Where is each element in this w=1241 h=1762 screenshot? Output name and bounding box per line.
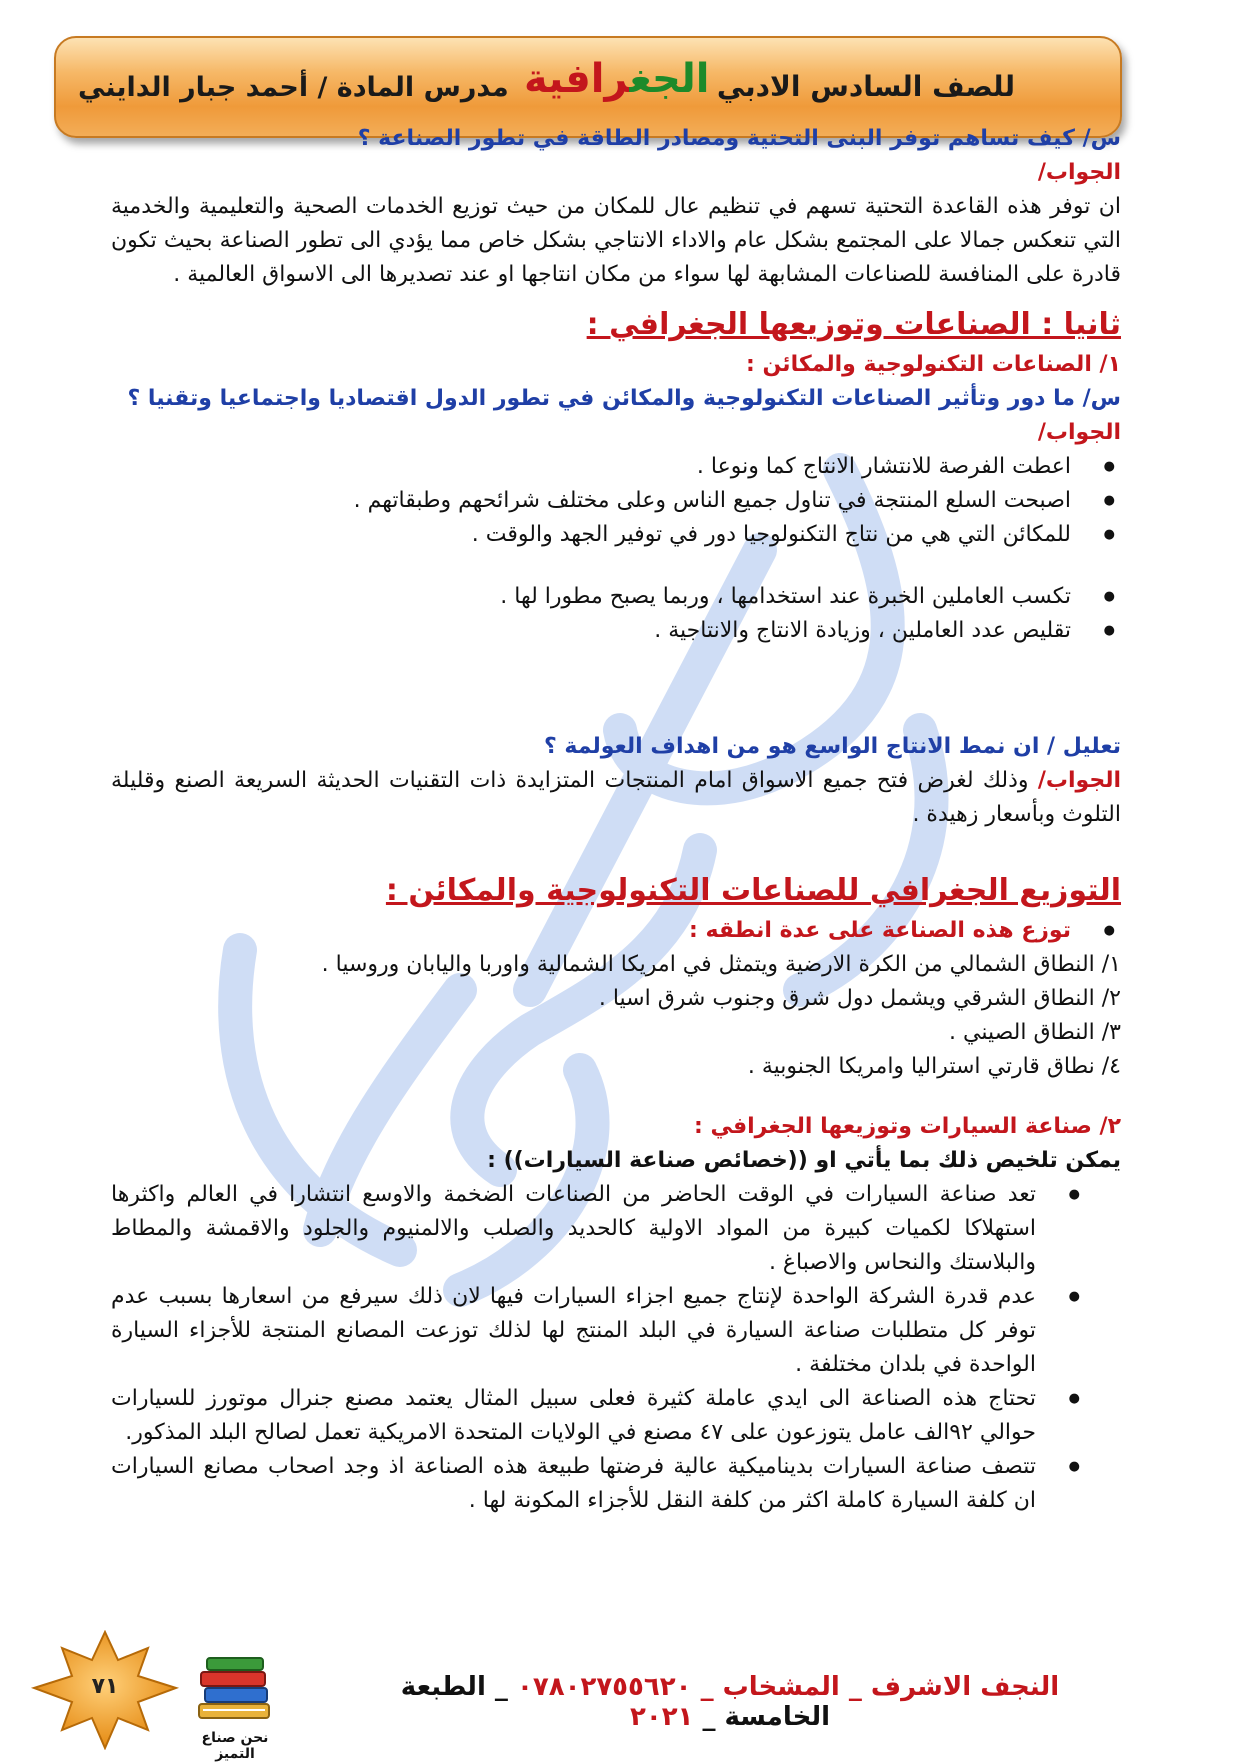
footer-line	[360, 1672, 1100, 1732]
answer-bullet-list	[111, 580, 1121, 648]
footer-year: ٢٠٢١	[629, 1702, 694, 1732]
section-subtitle: ١/ الصناعات التكنولوجية والمكائن :	[746, 352, 1121, 377]
logo-caption: نحن صناع التميز	[201, 1730, 269, 1762]
footer-city: النجف الاشرف _ المشخاب _	[691, 1672, 1060, 1702]
list-item: ● تقليص عدد العاملين ، وزيادة الانتاج والانتاجية .	[111, 614, 1081, 648]
question-text: س/ كيف تساهم توفر البنى التحتية ومصادر الطاقة في تطور الصناعة ؟	[357, 126, 1121, 151]
books-icon	[185, 1650, 285, 1730]
answer-text: وذلك لغرض فتح جميع الاسواق امام المنتجات المتزايدة ذات التقنيات الحديثة السريعة الصنع وقليلة التلوث وبأسعار زهيدة .	[111, 768, 1121, 827]
answer-paragraph	[111, 764, 1121, 832]
zone-list	[111, 948, 1121, 1084]
list-item: ٣/ النطاق الصيني .	[949, 1020, 1121, 1045]
subject-title-part1: الجغ	[629, 56, 710, 102]
answer-bullet-list	[111, 450, 1121, 552]
list-item: ● اصبحت السلع المنتجة في تناول جميع الناس وعلى مختلف شرائحهم وطبقاتهم .	[111, 484, 1081, 518]
footer-edition: _ الطبعة الخامسة _	[400, 1672, 831, 1732]
list-item: ● تتصف صناعة السيارات بديناميكية عالية فرضتها طبيعة هذه الصناعة اذ وجد اصحاب مصانع السيارات ان كلفة السيارة كاملة اكثر من كلفة النقل للأجزاء المكونة لها .	[111, 1450, 1046, 1518]
question-text: تعليل / ان نمط الانتاج الواسع هو من اهداف العولمة ؟	[543, 734, 1121, 759]
answer-label: الجواب/	[1037, 768, 1121, 793]
distribution-section	[111, 868, 1121, 1084]
page-number-badge	[30, 1630, 180, 1750]
footer-phone: ٠٧٨٠٢٧٥٥٦٢٠	[516, 1672, 692, 1702]
list-item: ١/ النطاق الشمالي من الكرة الارضية ويتمثل في امريكا الشمالية واوربا واليابان وروسيا .	[321, 952, 1121, 977]
section-title: ثانيا : الصناعات وتوزيعها الجغرافي :	[586, 307, 1121, 342]
list-item: ٢/ النطاق الشرقي ويشمل دول شرق وجنوب شرق اسيا .	[598, 986, 1121, 1011]
reason-block	[111, 730, 1121, 832]
answer-text: ان توفر هذه القاعدة التحتية تسهم في تنظيم عال للمكان من حيث توزيع الخدمات الصحية والتعليمية والخدمية التي تنعكس جمالا على المجتمع بشكل عام والاداء الانتاجي بشكل خاص مما يؤدي الى تطور الصناعة بحيث تكون قادرة على المنافسة للصناعات المشابهة لها سواء من مكان انتاجها او عند تصديرها الى الاسواق العالمية .	[111, 194, 1121, 287]
list-item: ● تكسب العاملين الخبرة عند استخدامها ، وربما يصبح مطورا لها .	[111, 580, 1081, 614]
distribution-bullet	[111, 914, 1121, 948]
list-item: ● توزع هذه الصناعة على عدة انطقه :	[111, 914, 1081, 948]
list-item: ● تحتاج هذه الصناعة الى ايدي عاملة كثيرة فعلى سبيل المثال يعتمد مصنع جنرال موتورز للسيارات حوالي ٩٢الف عامل يتوزعون على ٤٧ مصنع في الولايات المتحدة الامريكية تعمل لصالح البلد المذكور.	[111, 1382, 1046, 1450]
section-2	[111, 302, 1121, 648]
section-subtitle: ٢/ صناعة السيارات وتوزيعها الجغرافي :	[693, 1114, 1121, 1139]
subject-title	[524, 56, 710, 102]
books-logo	[185, 1650, 285, 1762]
class-label: للصف السادس الادبي	[716, 70, 1015, 103]
list-item: ● تعد صناعة السيارات في الوقت الحاضر من الصناعات الضخمة والاوسع انتشارا في العالم واكثرها استهلاكا لكميات كبيرة من المواد الاولية كالحديد والصلب والالمنيوم والجلود والاقمشة والمطاط والبلاستك والنحاس والاصباغ .	[111, 1178, 1046, 1280]
question-block-1	[111, 122, 1121, 292]
cars-bullet-list	[111, 1178, 1121, 1518]
page-number: ٧١	[91, 1674, 119, 1699]
list-item: ● للمكائن التي هي من نتاج التكنولوجيا دور في توفير الجهد والوقت .	[111, 518, 1081, 552]
question-text: س/ ما دور وتأثير الصناعات التكنولوجية والمكائن في تطور الدول اقتصاديا واجتماعيا وتقنيا ؟	[127, 386, 1121, 411]
answer-label: الجواب/	[1037, 160, 1121, 185]
summary-line: يمكن تلخيص ذلك بما يأتي او ((خصائص صناعة السيارات)) :	[487, 1148, 1121, 1173]
list-item: ● عدم قدرة الشركة الواحدة لإنتاج جميع اجزاء السيارات فيها لان ذلك سيرفع من اسعارها بسبب عدم توفر كل متطلبات صناعة السيارة في البلد المنتج لها لذلك توزعت المصانع المنتجة للأجزاء السيارة الواحدة في بلدان مختلفة .	[111, 1280, 1046, 1382]
answer-label: الجواب/	[1037, 420, 1121, 445]
section-title: التوزيع الجغرافي للصناعات التكنولوجية والمكائن :	[385, 873, 1121, 908]
cars-section	[111, 1110, 1121, 1518]
subject-title-part2: رافية	[524, 56, 630, 102]
teacher-label: مدرس المادة / أحمد جبار الدايني	[78, 72, 509, 103]
list-item: ● اعطت الفرصة للانتشار الانتاج كما ونوعا .	[111, 450, 1081, 484]
list-item: ٤/ نطاق قارتي استراليا وامريكا الجنوبية .	[747, 1054, 1121, 1079]
